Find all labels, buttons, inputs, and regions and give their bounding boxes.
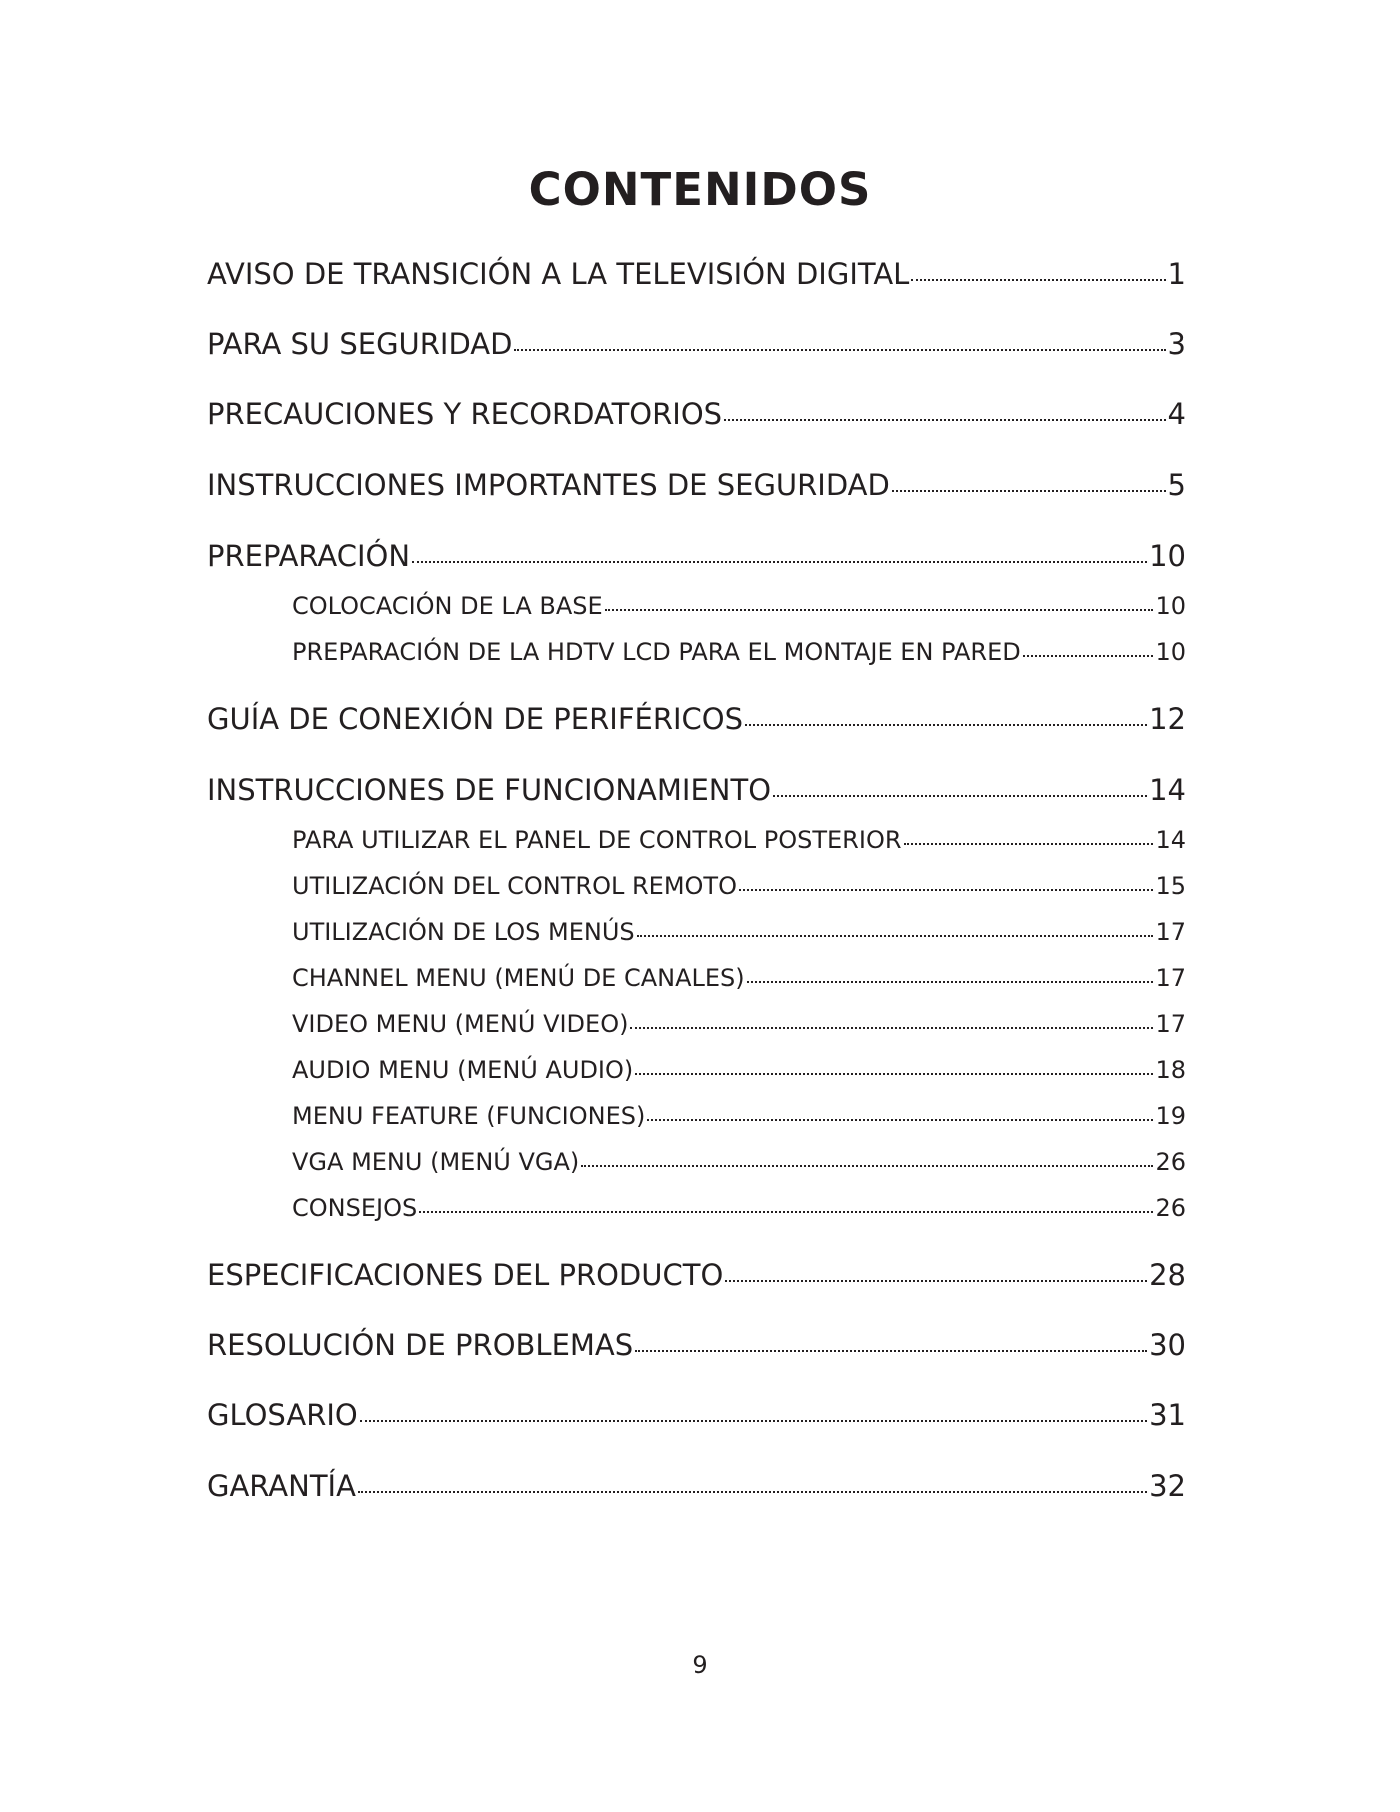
toc-entry-page: 31	[1149, 1398, 1186, 1432]
toc-entry-label: VIDEO MENU (MENÚ VIDEO)	[292, 1010, 629, 1038]
dot-leader	[635, 1054, 1153, 1078]
toc-entry-label: CHANNEL MENU (MENÚ DE CANALES)	[292, 964, 745, 992]
dot-leader	[605, 590, 1154, 614]
toc-entry-label: UTILIZACIÓN DEL CONTROL REMOTO	[292, 872, 737, 900]
toc-entry-label: PRECAUCIONES Y RECORDATORIOS	[207, 397, 723, 431]
toc-entry-page: 10	[1155, 638, 1186, 666]
toc-entry-page: 32	[1149, 1469, 1186, 1503]
toc-entry-aviso-transicion[interactable]	[207, 255, 1186, 293]
toc-entry-guia-conexion[interactable]	[207, 700, 1186, 738]
toc-entry-page: 14	[1155, 826, 1186, 854]
toc-entry-page: 30	[1149, 1328, 1186, 1362]
dot-leader	[514, 325, 1165, 354]
dot-leader	[630, 1008, 1153, 1032]
toc-entry-page: 10	[1149, 539, 1186, 573]
toc-entry-label: PARA SU SEGURIDAD	[207, 327, 513, 361]
dot-leader	[892, 466, 1166, 495]
dot-leader	[1023, 636, 1154, 660]
dot-leader	[647, 1100, 1153, 1124]
toc-entry-glosario[interactable]	[207, 1396, 1186, 1434]
dot-leader	[581, 1146, 1153, 1170]
table-of-contents	[207, 0, 1186, 1812]
dot-leader	[904, 824, 1154, 848]
toc-entry-label: PARA UTILIZAR EL PANEL DE CONTROL POSTERIOR	[292, 826, 902, 854]
toc-entry-page: 12	[1149, 702, 1186, 736]
toc-subentry-control-remoto[interactable]	[292, 870, 1186, 902]
dot-leader	[747, 962, 1154, 986]
toc-subentry-colocacion-base[interactable]	[292, 590, 1186, 622]
toc-entry-label: UTILIZACIÓN DE LOS MENÚS	[292, 918, 635, 946]
toc-entry-resolucion-problemas[interactable]	[207, 1326, 1186, 1364]
toc-entry-page: 1	[1167, 257, 1186, 291]
toc-entry-label: PREPARACIÓN DE LA HDTV LCD PARA EL MONTAJE EN PARED	[292, 638, 1021, 666]
toc-entry-label: PREPARACIÓN	[207, 539, 411, 573]
dot-leader	[724, 395, 1165, 424]
toc-entry-page: 17	[1155, 1010, 1186, 1038]
toc-subentry-menu-feature[interactable]	[292, 1100, 1186, 1132]
toc-entry-label: CONSEJOS	[292, 1194, 418, 1222]
dot-leader	[635, 1326, 1147, 1355]
toc-entry-page: 18	[1155, 1056, 1186, 1084]
toc-entry-page: 26	[1155, 1194, 1186, 1222]
toc-entry-page: 17	[1155, 918, 1186, 946]
toc-entry-instrucciones-funcionamiento[interactable]	[207, 771, 1186, 809]
toc-entry-label: RESOLUCIÓN DE PROBLEMAS	[207, 1328, 634, 1362]
toc-entry-para-su-seguridad[interactable]	[207, 325, 1186, 363]
toc-subentry-vga-menu[interactable]	[292, 1146, 1186, 1178]
toc-entry-label: VGA MENU (MENÚ VGA)	[292, 1148, 580, 1176]
toc-entry-label: COLOCACIÓN DE LA BASE	[292, 592, 603, 620]
toc-entry-page: 26	[1155, 1148, 1186, 1176]
toc-entry-preparacion[interactable]	[207, 537, 1186, 575]
dot-leader	[725, 1256, 1147, 1285]
page-title: CONTENIDOS	[528, 163, 872, 216]
toc-entry-page: 15	[1155, 872, 1186, 900]
page-number: 9	[692, 1651, 708, 1679]
toc-entry-page: 28	[1149, 1258, 1186, 1292]
toc-entry-label: AVISO DE TRANSICIÓN A LA TELEVISIÓN DIGITAL	[207, 257, 910, 291]
toc-entry-label: GLOSARIO	[207, 1398, 358, 1432]
toc-entry-label: GARANTÍA	[207, 1469, 356, 1503]
toc-subentry-menus[interactable]	[292, 916, 1186, 948]
toc-subentry-montaje-pared[interactable]	[292, 636, 1186, 668]
toc-entry-garantia[interactable]	[207, 1467, 1186, 1505]
dot-leader	[637, 916, 1154, 940]
toc-subentry-consejos[interactable]	[292, 1192, 1186, 1224]
toc-entry-label: AUDIO MENU (MENÚ AUDIO)	[292, 1056, 634, 1084]
toc-entry-page: 10	[1155, 592, 1186, 620]
toc-entry-instrucciones-seguridad[interactable]	[207, 466, 1186, 504]
dot-leader	[911, 255, 1165, 284]
toc-entry-label: INSTRUCCIONES IMPORTANTES DE SEGURIDAD	[207, 468, 890, 502]
dot-leader	[358, 1467, 1147, 1496]
toc-entry-label: GUÍA DE CONEXIÓN DE PERIFÉRICOS	[207, 702, 744, 736]
toc-entry-label: INSTRUCCIONES DE FUNCIONAMIENTO	[207, 773, 772, 807]
toc-entry-page: 3	[1167, 327, 1186, 361]
toc-subentry-video-menu[interactable]	[292, 1008, 1186, 1040]
toc-subentry-panel-control[interactable]	[292, 824, 1186, 856]
toc-subentry-channel-menu[interactable]	[292, 962, 1186, 994]
toc-entry-label: ESPECIFICACIONES DEL PRODUCTO	[207, 1258, 724, 1292]
toc-entry-precauciones[interactable]	[207, 395, 1186, 433]
toc-entry-page: 14	[1149, 773, 1186, 807]
toc-entry-especificaciones[interactable]	[207, 1256, 1186, 1294]
dot-leader	[739, 870, 1153, 894]
dot-leader	[360, 1396, 1147, 1425]
dot-leader	[745, 700, 1147, 729]
dot-leader	[412, 537, 1147, 566]
toc-subentry-audio-menu[interactable]	[292, 1054, 1186, 1086]
toc-entry-page: 19	[1155, 1102, 1186, 1130]
toc-entry-page: 17	[1155, 964, 1186, 992]
dot-leader	[773, 771, 1147, 800]
toc-entry-page: 4	[1167, 397, 1186, 431]
toc-entry-page: 5	[1167, 468, 1186, 502]
dot-leader	[419, 1192, 1153, 1216]
toc-entry-label: MENU FEATURE (FUNCIONES)	[292, 1102, 646, 1130]
